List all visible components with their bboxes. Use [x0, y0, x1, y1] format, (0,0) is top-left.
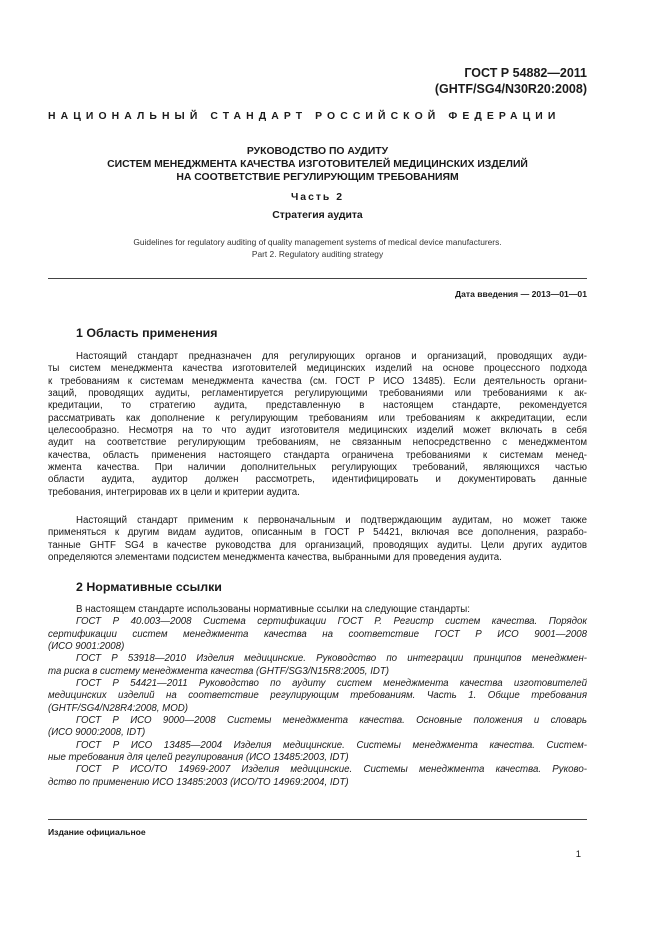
- normative-references: [48, 604, 587, 789]
- title-line-3: НА СООТВЕТСТВИЕ РЕГУЛИРУЮЩИМ ТРЕБОВАНИЯМ: [176, 172, 459, 183]
- title-line-1: РУКОВОДСТВО ПО АУДИТУ: [246, 146, 389, 157]
- reference-line: ГОСТ Р ИСО/ТО 14969-2007 Изделия медицинские. Системы менеджмента качества. Руково-: [76, 764, 587, 776]
- section-1-paragraph-1: [48, 351, 587, 499]
- reference-line: (ИСО 9000:2008, IDT): [48, 727, 146, 739]
- section-1-heading: 1 Область применения: [76, 326, 218, 340]
- reference-line: ГОСТ Р ИСО 13485—2004 Изделия медицинские. Системы менеджмента качества. Систем-: [76, 739, 587, 751]
- reference-line: дство по применению ИСО 13485:2003 (ИСО/ТО 14969:2004, IDT): [48, 776, 349, 788]
- text-line: определяются элементами подсистем менеджмента качества, выбранными для проведения аудита.: [48, 552, 502, 564]
- text-line: к требованиям к системам менеджмента качества (см. ГОСТ Р ИСО 13485). Если деятельность органи-: [48, 375, 587, 387]
- text-line: рассматривать как дополнение к регулирующим требованиям или требованиям к аккредитации, если: [48, 412, 587, 424]
- reference-line: (ИСО 9001:2008): [48, 641, 125, 653]
- text-line: танные GHTF SG4 в качестве руководства для организаций, проводящих аудиты. Цели других аудитов: [48, 539, 587, 551]
- text-line: заций, проводящих аудиты, регламентируется регулирующими требованиями или требованиями к ак-: [48, 388, 587, 400]
- english-title-line-1: Guidelines for regulatory auditing of quality management systems of medical device manufacturers.: [133, 237, 502, 247]
- national-standard-banner: НАЦИОНАЛЬНЫЙ СТАНДАРТ РОССИЙСКОЙ ФЕДЕРАЦИИ: [48, 111, 561, 122]
- text-line: Настоящий стандарт применим к первоначальным и подтверждающим аудитам, но может также: [76, 515, 587, 526]
- section-1-paragraph-2: [48, 515, 587, 564]
- text-line: Настоящий стандарт предназначен для регулирующих органов и организаций, проводящих ауди-: [76, 351, 587, 362]
- reference-line: (GHTF/SG4/N28R4:2008, MOD): [48, 702, 188, 714]
- section-2-heading: 2 Нормативные ссылки: [76, 580, 222, 594]
- reference-line: сертификации систем менеджмента качества на соответствие ГОСТ Р ИСО 9001—2008: [48, 628, 587, 640]
- standard-code: ГОСТ Р 54882—2011: [464, 66, 587, 80]
- text-line: кредитации, то стратегию аудита, представленную в настоящем стандарте, рекомендуется: [48, 400, 587, 412]
- text-line: целесообразно. Несмотря на то что аудит изготовителя медицинских изделий может включать в себя: [48, 425, 587, 437]
- reference-line: ГОСТ Р 53918—2010 Изделия медицинские. Руководство по интеграции принципов менеджмен-: [76, 653, 587, 665]
- bottom-divider: [48, 819, 587, 820]
- official-edition-label: Издание официальное: [48, 827, 146, 837]
- text-line: ты систем менеджмента качества изготовителей медицинских изделий на основе процессного подхода: [48, 363, 587, 375]
- reference-line: ГОСТ Р 54421—2011 Руководство по аудиту систем менеджмента качества изготовителей: [76, 678, 587, 690]
- reference-line: ные требования для целей регулирования (ИСО 13485:2003, IDT): [48, 752, 349, 764]
- title-line-2: СИСТЕМ МЕНЕДЖМЕНТА КАЧЕСТВА ИЗГОТОВИТЕЛЕЙ МЕДИЦИНСКИХ ИЗДЕЛИЙ: [107, 159, 528, 170]
- references-intro: В настоящем стандарте использованы нормативные ссылки на следующие стандарты:: [76, 604, 470, 615]
- text-line: требования, интегрировав их в цели и критерии аудита.: [48, 486, 300, 498]
- page-number: 1: [575, 849, 581, 860]
- text-line: области аудита, аудитор должен рассмотреть, идентифицировать и документировать данные: [48, 474, 587, 486]
- english-title-line-2: Part 2. Regulatory auditing strategy: [251, 249, 384, 259]
- part-label: Часть 2: [290, 192, 344, 203]
- top-divider: [48, 278, 587, 279]
- text-line: применяться к другим видам аудитов, описанным в ГОСТ Р 54421, включая все дополнения, разрабо-: [48, 527, 587, 539]
- reference-line: та риска в систему менеджмента качества (GHTF/SG3/N15R8:2005, IDT): [48, 665, 390, 677]
- text-line: качества, область применения настоящего стандарта ограничена требованиями к системам менед-: [48, 449, 587, 461]
- international-code: (GHTF/SG4/N30R20:2008): [434, 82, 587, 96]
- text-line: аудит на соответствие регулирующим требованиям, не связанным непосредственно с менеджментом: [48, 437, 587, 449]
- introduction-date: Дата введения — 2013—01—01: [454, 289, 587, 299]
- reference-line: ГОСТ Р ИСО 9000—2008 Системы менеджмента качества. Основные положения и словарь: [76, 715, 587, 727]
- text-line: жмента качества. При наличии дополнительных регулирующих требований, являющихся частью: [48, 462, 587, 474]
- reference-line: медицинских изделий на соответствие регулирующим требованиям. Часть 1. Общие требования: [48, 690, 587, 702]
- reference-line: ГОСТ Р 40.003—2008 Система сертификации ГОСТ Р. Регистр систем качества. Порядок: [76, 616, 587, 628]
- part-title: Стратегия аудита: [272, 210, 363, 221]
